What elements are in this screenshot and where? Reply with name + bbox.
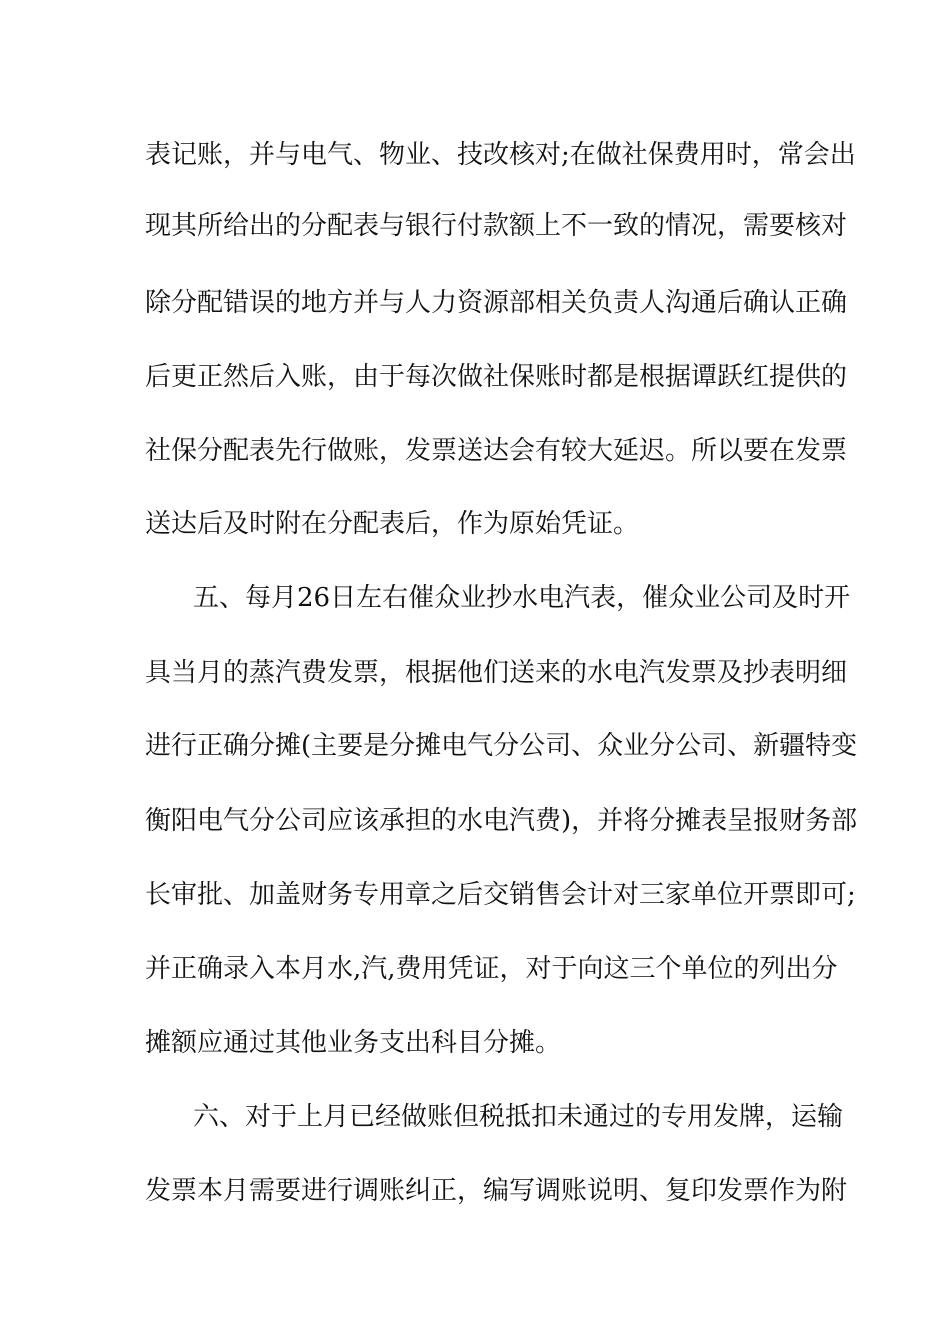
text-line: 进行正确分摊(主要是分摊电气分公司、众业分公司、新疆特变 xyxy=(145,731,858,761)
text-line: 现其所给出的分配表与银行付款额上不一致的情况，需要核对 xyxy=(145,211,848,241)
paragraph-heading-6: 六、对于上月已经做账但税抵扣未通过的专用发牌，运输 xyxy=(193,1102,844,1132)
text-line: 具当月的蒸汽费发票，根据他们送来的水电汽发票及抄表明细 xyxy=(145,658,848,688)
text-line: 衡阳电气分公司应该承担的水电汽费)，并将分摊表呈报财务部 xyxy=(145,806,858,836)
text-line: 并正确录入本月水,汽,费用凭证，对于向这三个单位的列出分 xyxy=(145,954,838,984)
text-line: 发票本月需要进行调账纠正，编写调账说明、复印发票作为附 xyxy=(145,1176,848,1206)
text-line: 后更正然后入账，由于每次做社保账时都是根据谭跃红提供的 xyxy=(145,362,848,392)
text-line: 长审批、加盖财务专用章之后交销售会计对三家单位开票即可; xyxy=(145,880,856,910)
text-line: 送达后及时附在分配表后，作为原始凭证。 xyxy=(145,509,640,539)
text-line: 摊额应通过其他业务支出科目分摊。 xyxy=(145,1028,562,1058)
paragraph-heading-5: 五、每月26日左右催众业抄水电汽表，催众业公司及时开 xyxy=(193,583,851,613)
text-line: 表记账，并与电气、物业、技改核对;在做社保费用时，常会出 xyxy=(145,140,856,170)
text-line: 社保分配表先行做账，发票送达会有较大延迟。所以要在发票 xyxy=(145,436,848,466)
text-line: 除分配错误的地方并与人力资源部相关负责人沟通后确认正确 xyxy=(145,288,848,318)
